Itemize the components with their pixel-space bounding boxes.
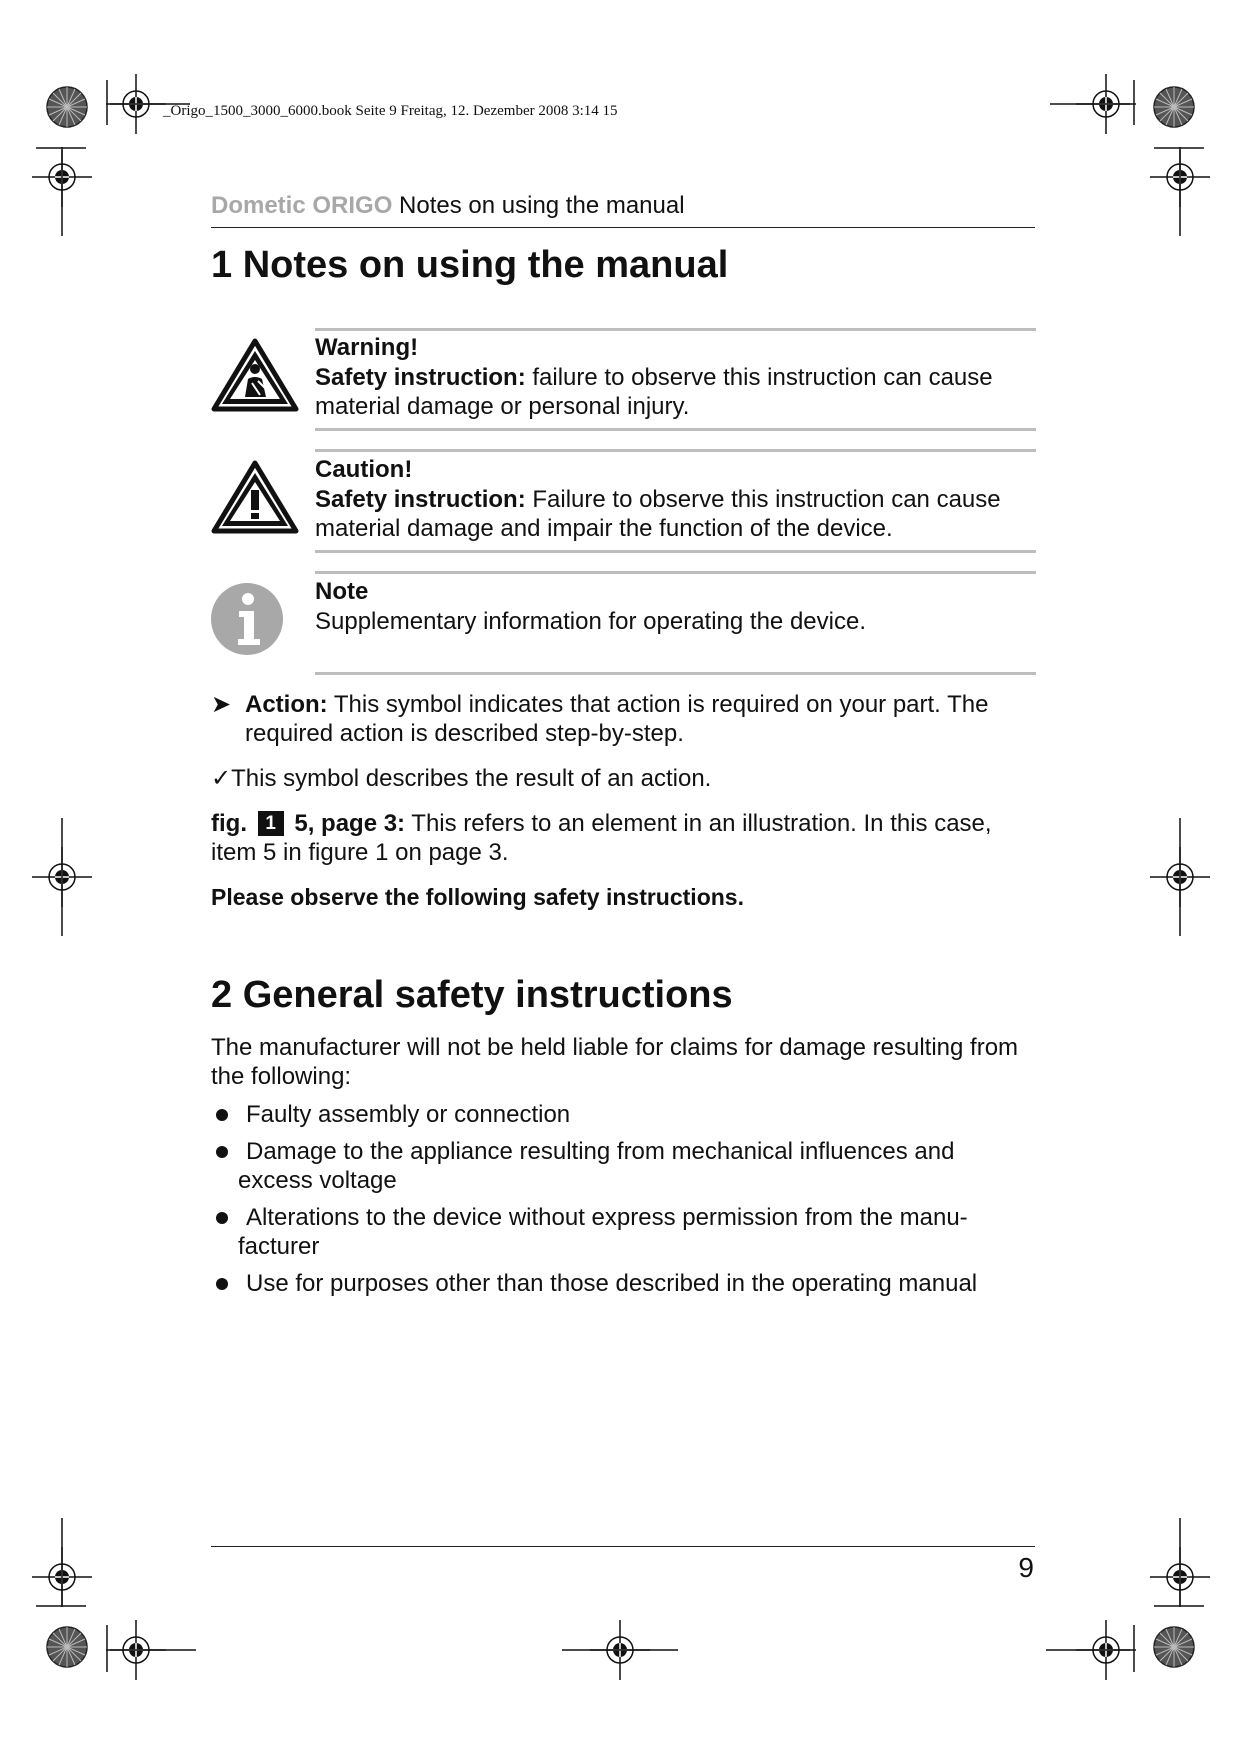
figref-label-post: 5, page 3: — [294, 810, 406, 837]
list-item-line1: Alterations to the device without express permission from the manu- — [246, 1204, 968, 1231]
header-rule — [211, 227, 1035, 228]
list-item-line2: facturer — [238, 1233, 320, 1260]
print-slug-line: _Origo_1500_3000_6000.book Seite 9 Freitag, 12. Dezember 2008 3:14 15 — [163, 103, 618, 119]
section-2-intro — [211, 1033, 1041, 1091]
warning-label: Safety instruction: — [315, 364, 526, 391]
caution-top-rule — [315, 449, 1036, 452]
intro-line2: the following: — [211, 1063, 352, 1090]
warning-text — [315, 363, 1035, 421]
header-section-title: Notes on using the manual — [399, 192, 685, 219]
figref-label-pre: fig. — [211, 810, 247, 837]
result-text: This symbol describes the result of an action. — [231, 765, 712, 792]
observe-instruction: Please observe the following safety instructions. — [211, 884, 744, 910]
color-target-icon — [47, 87, 87, 127]
color-target-icon — [1154, 1627, 1194, 1667]
action-label: Action: — [245, 691, 328, 718]
caution-bottom-rule — [315, 550, 1036, 553]
checkmark-icon: ✓ — [211, 765, 232, 792]
info-icon — [210, 582, 284, 656]
caution-text-line1: Failure to observe this instruction can cause — [525, 486, 1001, 513]
action-text-line1: This symbol indicates that action is required on your part. The — [327, 691, 989, 718]
warning-title: Warning! — [315, 334, 419, 361]
note-text: Supplementary information for operating the device. — [315, 608, 866, 635]
list-item — [238, 1203, 1026, 1261]
caution-exclamation-icon — [210, 459, 300, 535]
warning-text-line2: material damage or personal injury. — [315, 393, 690, 420]
bullet-icon — [216, 1278, 228, 1290]
caution-text — [315, 485, 1035, 543]
figref-paragraph — [211, 809, 1041, 867]
color-target-icon — [47, 1627, 87, 1667]
color-target-icon — [1154, 87, 1194, 127]
footer-rule — [211, 1546, 1035, 1547]
action-paragraph — [245, 690, 1035, 748]
warning-person-icon — [210, 337, 300, 413]
bullet-icon — [216, 1146, 228, 1158]
note-bottom-rule — [315, 672, 1036, 675]
figref-text-line1: This refers to an element in an illustration. In this case, — [405, 810, 992, 837]
warning-bottom-rule — [315, 428, 1036, 431]
warning-text-line1: failure to observe this instruction can cause — [525, 364, 993, 391]
section-1-title: 1 Notes on using the manual — [211, 244, 729, 286]
action-text-line2: required action is described step-by-step. — [245, 720, 684, 747]
intro-line1: The manufacturer will not be held liable for claims for damage resulting from — [211, 1034, 1019, 1061]
caution-text-line2: material damage and impair the function of the device. — [315, 515, 893, 542]
note-top-rule — [315, 571, 1036, 574]
brand-name: Dometic ORIGO — [211, 192, 393, 219]
figure-number-badge: 1 — [258, 811, 284, 836]
warning-top-rule — [315, 328, 1036, 331]
page-number: 9 — [1018, 1552, 1034, 1583]
bullet-icon — [216, 1109, 228, 1121]
caution-title: Caution! — [315, 456, 413, 483]
list-item — [238, 1137, 1026, 1195]
running-header — [211, 192, 685, 220]
result-paragraph — [211, 764, 1041, 793]
list-item: Use for purposes other than those described in the operating manual — [246, 1270, 978, 1297]
list-item-line2: excess voltage — [238, 1167, 397, 1194]
figref-text-line2: item 5 in figure 1 on page 3. — [211, 839, 509, 866]
bullet-icon — [216, 1212, 228, 1224]
action-arrow-icon: ➤ — [211, 691, 232, 718]
list-item-line1: Damage to the appliance resulting from mechanical influences and — [246, 1138, 955, 1165]
note-title: Note — [315, 578, 369, 605]
caution-label: Safety instruction: — [315, 486, 526, 513]
list-item: Faulty assembly or connection — [246, 1101, 571, 1128]
section-2-title: 2 General safety instructions — [211, 974, 733, 1016]
